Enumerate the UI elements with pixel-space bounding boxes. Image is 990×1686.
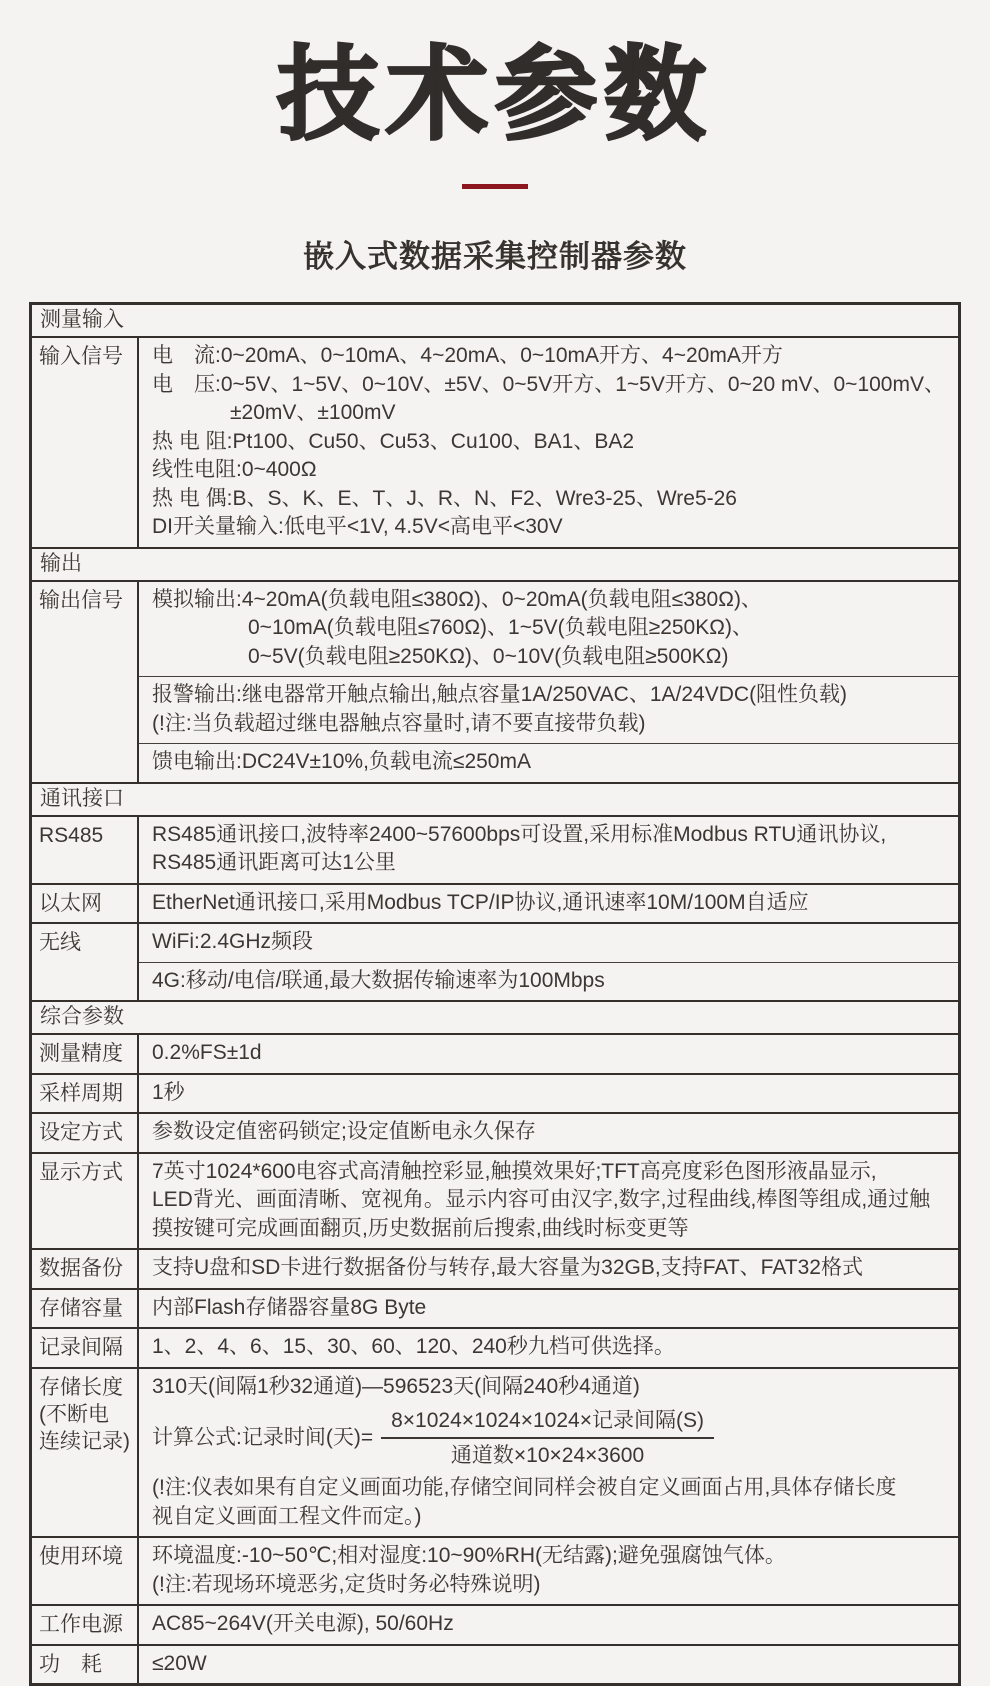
formula-denominator: 通道数×10×24×3600 <box>450 1444 645 1468</box>
row-ethernet <box>32 883 958 923</box>
section-label: 输出 <box>40 551 82 575</box>
feed-output-details <box>139 743 958 782</box>
row-label: 输出信号 <box>32 582 139 782</box>
spec-line: 0~10mA(负载电阻≤760Ω)、1~5V(负载电阻≥250KΩ)、 <box>248 616 753 640</box>
row-label: 无线 <box>32 924 139 1000</box>
spec-line: 内部Flash存储器容量8G Byte <box>152 1295 427 1319</box>
record-time-formula <box>152 1407 950 1470</box>
row-wireless <box>32 922 958 1000</box>
spec-line: 线性电阻:0~400Ω <box>152 458 317 482</box>
section-header-general <box>32 1000 958 1033</box>
row-label: 数据备份 <box>32 1250 139 1288</box>
spec-line: RS485通讯距离可达1公里 <box>152 851 396 875</box>
accuracy-details <box>139 1035 958 1073</box>
power-supply-details <box>139 1606 958 1644</box>
row-output-signal <box>32 580 958 782</box>
page-title: 技术参数 <box>277 38 713 152</box>
spec-table <box>29 302 961 1686</box>
row-power-consumption <box>32 1644 958 1684</box>
row-record-interval <box>32 1327 958 1367</box>
row-rs485 <box>32 815 958 883</box>
environment-details <box>139 1538 958 1604</box>
alarm-output-details <box>139 676 958 743</box>
spec-line: 热 电 偶:B、S、K、E、T、J、R、N、F2、Wre3-25、Wre5-26 <box>152 486 737 510</box>
row-sampling-period <box>32 1073 958 1113</box>
row-label-line: (不断电 <box>39 1402 109 1426</box>
spec-line: RS485通讯接口,波特率2400~57600bps可设置,采用标准Modbus RTU通讯协议, <box>152 822 887 846</box>
rs485-details <box>139 817 958 883</box>
capacity-details <box>139 1290 958 1328</box>
spec-line: 参数设定值密码锁定;设定值断电永久保存 <box>152 1120 536 1144</box>
spec-line: 模拟输出:4~20mA(负载电阻≤380Ω)、0~20mA(负载电阻≤380Ω)、 <box>152 587 762 611</box>
spec-line: 1秒 <box>152 1080 185 1104</box>
spec-line: 4G:移动/电信/联通,最大数据传输速率为100Mbps <box>152 968 605 992</box>
spec-note-line: (!注:若现场环境恶劣,定货时务必特殊说明) <box>152 1572 541 1596</box>
row-input-signal <box>32 336 958 547</box>
spec-line: LED背光、画面清晰、宽视角。显示内容可由汉字,数字,过程曲线,棒图等组成,通过触 <box>152 1188 931 1212</box>
ethernet-details <box>139 885 958 923</box>
input-signal-details <box>139 338 958 547</box>
spec-line: ±20mV、±100mV <box>230 401 396 425</box>
row-label-line: 存储长度 <box>39 1375 123 1399</box>
spec-line: 电 流:0~20mA、0~10mA、4~20mA、0~10mA开方、4~20mA开方 <box>152 344 783 368</box>
spec-line: EtherNet通讯接口,采用Modbus TCP/IP协议,通讯速率10M/100M自适应 <box>152 890 809 914</box>
section-label: 测量输入 <box>40 308 124 332</box>
storage-length-details <box>139 1369 958 1537</box>
row-data-backup <box>32 1248 958 1288</box>
row-label-line: 连续记录) <box>39 1429 130 1453</box>
row-label: 工作电源 <box>32 1606 139 1644</box>
spec-note-line: (!注:仪表如果有自定义画面功能,存储空间同样会被自定义画面占用,具体存储长度 <box>152 1476 897 1500</box>
spec-line: 310天(间隔1秒32通道)—596523天(间隔240秒4通道) <box>152 1374 640 1398</box>
row-label: 采样周期 <box>32 1075 139 1113</box>
spec-line: 7英寸1024*600电容式高清触控彩显,触摸效果好;TFT高亮度彩色图形液晶显示, <box>152 1159 877 1183</box>
row-label: 显示方式 <box>32 1154 139 1249</box>
setting-details <box>139 1114 958 1152</box>
backup-details <box>139 1250 958 1288</box>
spec-line: 1、2、4、6、15、30、60、120、240秒九档可供选择。 <box>152 1335 675 1359</box>
spec-line: (!注:当负载超过继电器触点容量时,请不要直接带负载) <box>152 711 646 735</box>
cellular-details <box>139 962 958 1001</box>
row-power-supply <box>32 1604 958 1644</box>
section-header-communication <box>32 782 958 815</box>
row-storage-capacity <box>32 1288 958 1328</box>
row-label: 功 耗 <box>32 1646 139 1684</box>
spec-line: 馈电输出:DC24V±10%,负载电流≤250mA <box>152 750 531 774</box>
spec-line: 热 电 阻:Pt100、Cu50、Cu53、Cu100、BA1、BA2 <box>152 429 635 453</box>
title-divider <box>462 184 528 189</box>
spec-note-line: 视自定义画面工程文件而定。) <box>152 1504 422 1528</box>
row-label: 存储容量 <box>32 1290 139 1328</box>
spec-line: 电 压:0~5V、1~5V、0~10V、±5V、0~5V开方、1~5V开方、0~20 mV、0~100mV、 <box>152 372 945 396</box>
row-label: RS485 <box>32 817 139 883</box>
row-label: 输入信号 <box>32 338 139 547</box>
section-label: 综合参数 <box>40 1005 124 1029</box>
row-display-method <box>32 1152 958 1249</box>
power-consumption-details <box>139 1646 958 1684</box>
row-storage-length <box>32 1367 958 1537</box>
spec-line: AC85~264V(开关电源), 50/60Hz <box>152 1612 454 1636</box>
display-details <box>139 1154 958 1249</box>
row-label: 使用环境 <box>32 1538 139 1604</box>
formula-prefix: 计算公式:记录时间(天)= <box>152 1426 374 1450</box>
spec-line: ≤20W <box>152 1651 207 1675</box>
spec-line: DI开关量输入:低电平<1V, 4.5V<高电平<30V <box>152 515 563 539</box>
row-label <box>32 1369 139 1537</box>
spec-line: 环境温度:-10~50℃;相对湿度:10~90%RH(无结露);避免强腐蚀气体。 <box>152 1544 786 1568</box>
row-label: 以太网 <box>32 885 139 923</box>
spec-line: 0~5V(负载电阻≥250KΩ)、0~10V(负载电阻≥500KΩ) <box>248 644 729 668</box>
row-label: 设定方式 <box>32 1114 139 1152</box>
spec-line: 0.2%FS±1d <box>152 1041 262 1065</box>
sampling-details <box>139 1075 958 1113</box>
formula-fraction <box>381 1407 714 1470</box>
spec-line: 报警输出:继电器常开触点输出,触点容量1A/250VAC、1A/24VDC(阻性负载) <box>152 683 848 707</box>
spec-line: 摸按键可完成画面翻页,历史数据前后搜索,曲线时标变更等 <box>152 1216 689 1240</box>
spec-line: 支持U盘和SD卡进行数据备份与转存,最大容量为32GB,支持FAT、FAT32格式 <box>152 1256 863 1280</box>
section-header-measurement-input <box>32 305 958 336</box>
row-operating-environment <box>32 1536 958 1604</box>
page-subtitle: 嵌入式数据采集控制器参数 <box>303 239 687 275</box>
row-setting-method <box>32 1112 958 1152</box>
row-label: 记录间隔 <box>32 1329 139 1367</box>
formula-numerator: 8×1024×1024×1024×记录间隔(S) <box>381 1407 714 1439</box>
interval-details <box>139 1329 958 1367</box>
row-accuracy <box>32 1033 958 1073</box>
wifi-details <box>139 924 958 962</box>
row-label: 测量精度 <box>32 1035 139 1073</box>
section-label: 通讯接口 <box>40 786 124 810</box>
spec-line: WiFi:2.4GHz频段 <box>152 930 314 954</box>
analog-output-details <box>139 582 958 677</box>
section-header-output <box>32 547 958 580</box>
